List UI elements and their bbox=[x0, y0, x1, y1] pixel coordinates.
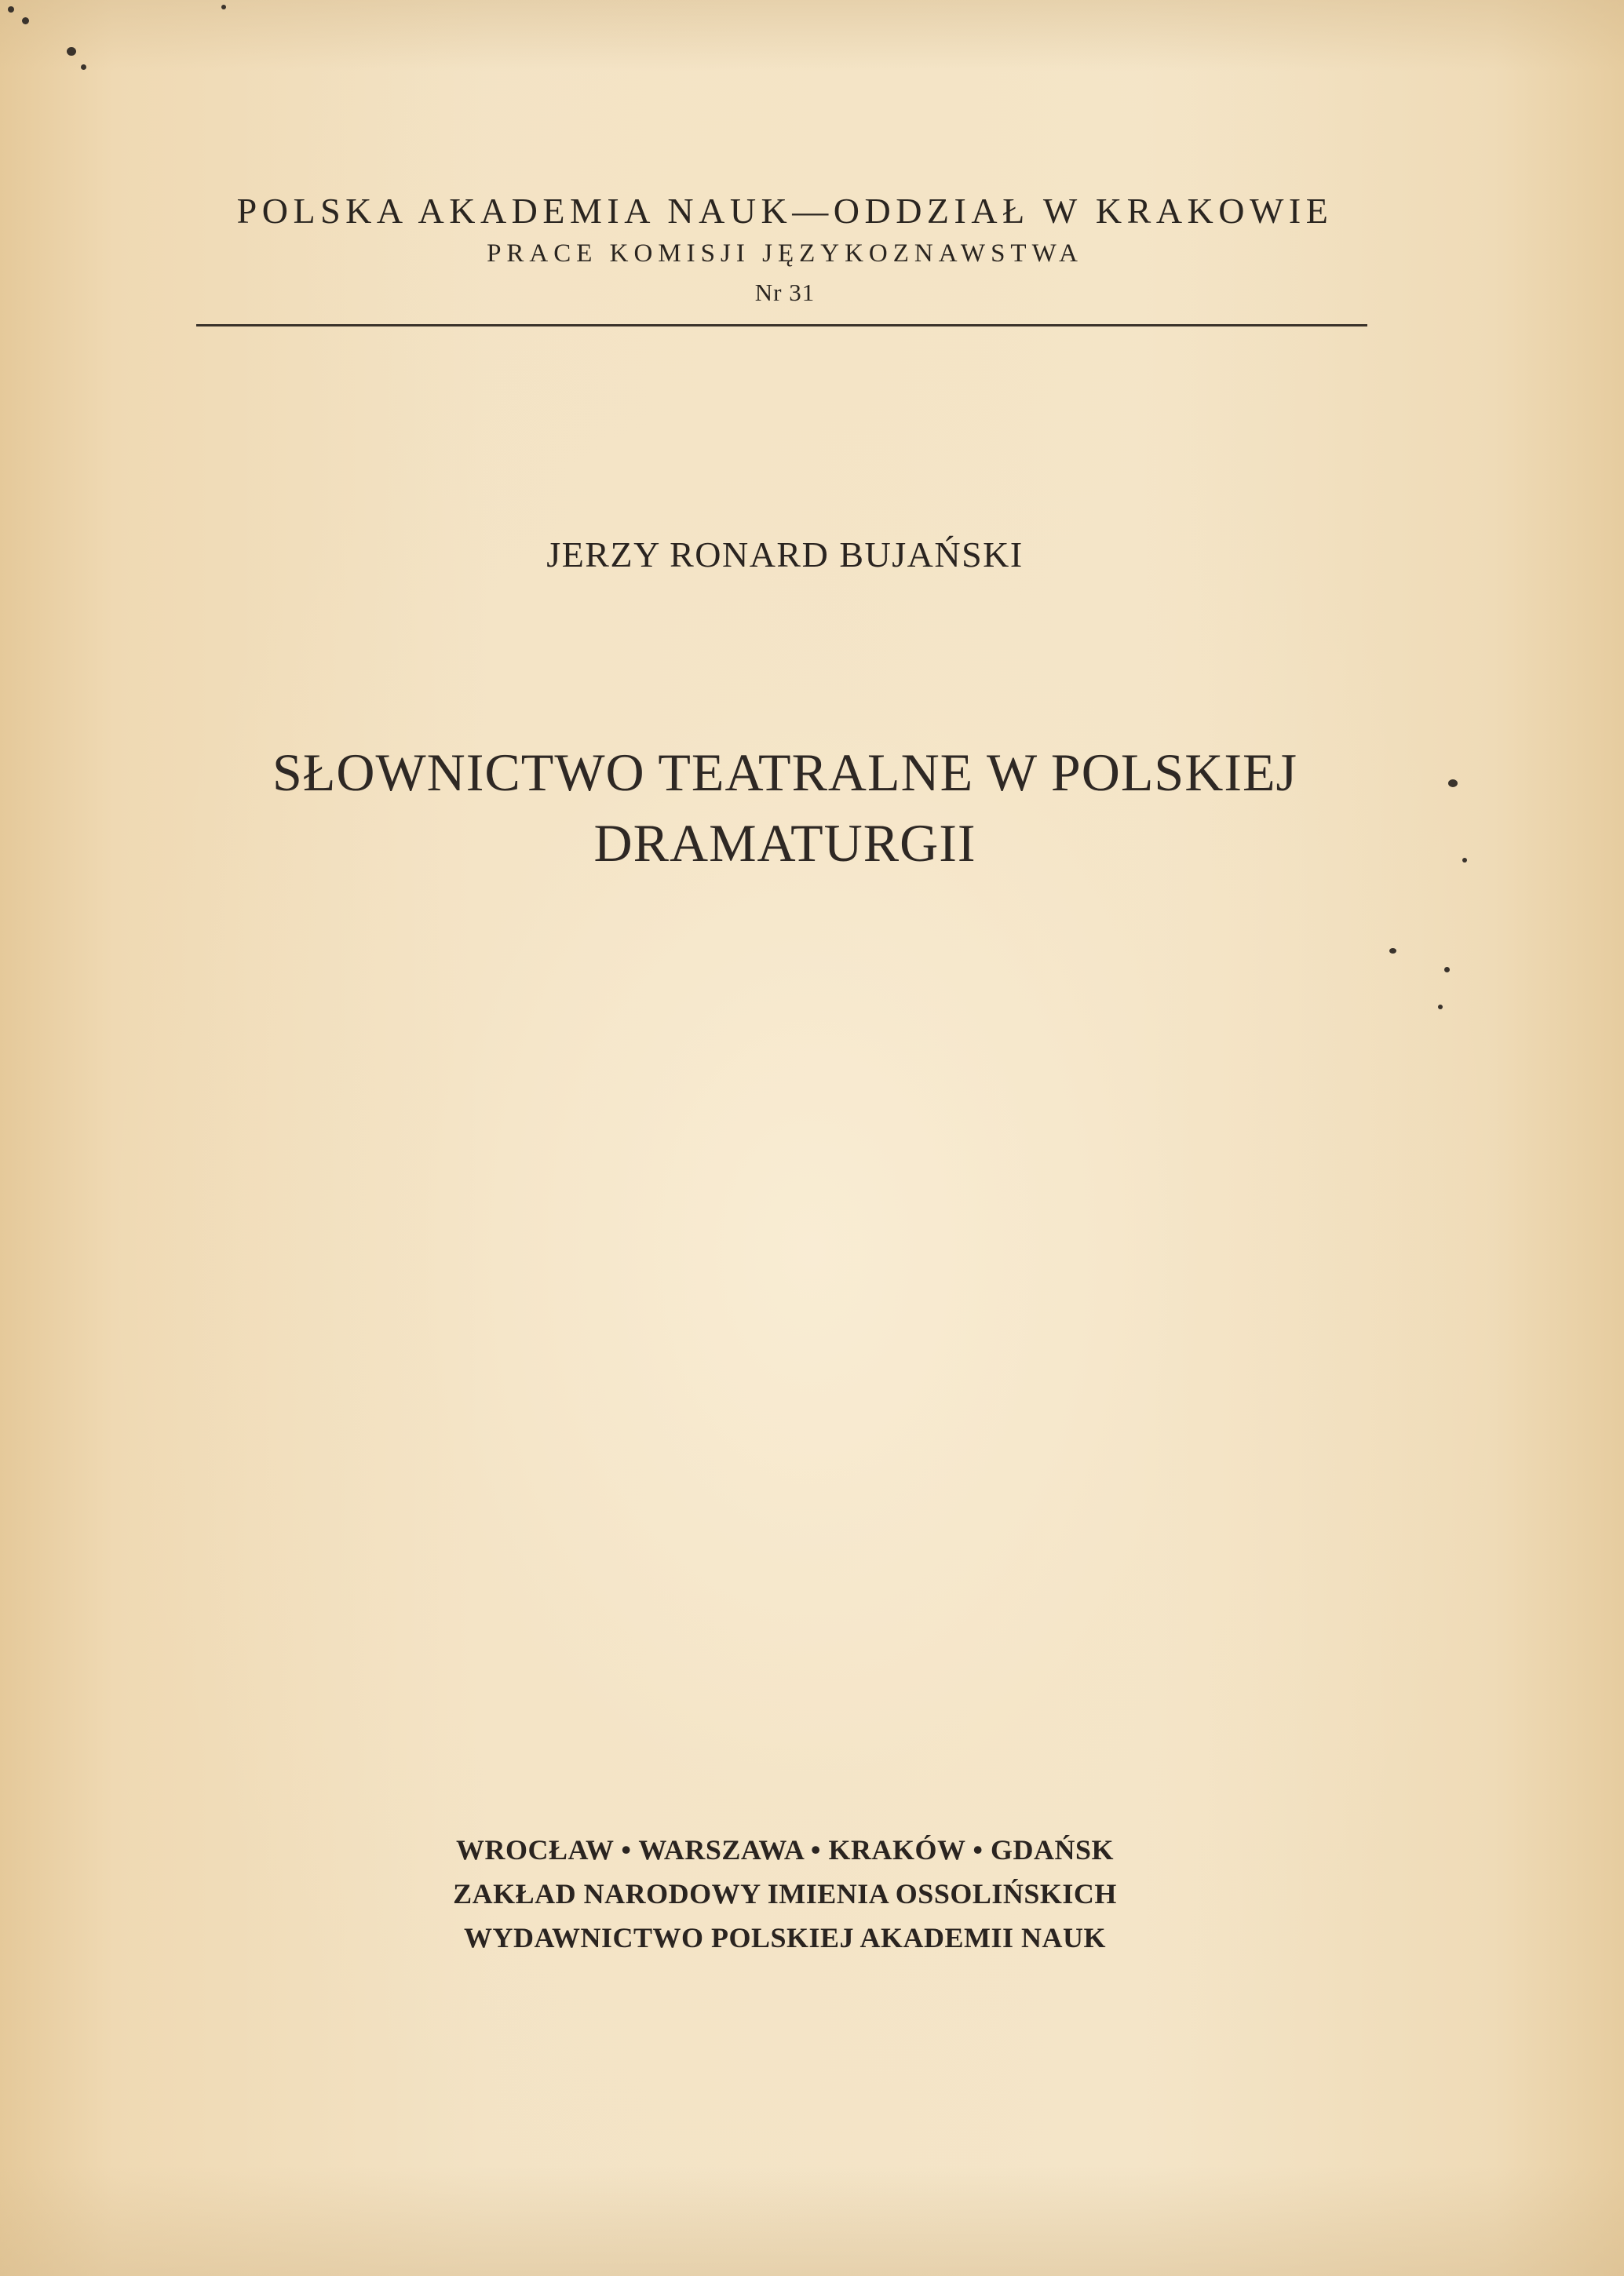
paper-speck bbox=[221, 5, 226, 9]
paper-speck bbox=[1448, 779, 1458, 787]
paper-speck bbox=[8, 6, 14, 13]
paper-speck bbox=[1438, 1005, 1443, 1009]
series-institution: POLSKA AKADEMIA NAUK—ODDZIAŁ W KRAKOWIE bbox=[236, 191, 1334, 231]
book-title-line-2: DRAMATURGII bbox=[593, 813, 976, 873]
publisher-name: ZAKŁAD NARODOWY IMIENIA OSSOLIŃSKICH bbox=[453, 1878, 1117, 1909]
author-name: JERZY RONARD BUJAŃSKI bbox=[546, 534, 1024, 574]
book-title-line-1: SŁOWNICTWO TEATRALNE W POLSKIEJ bbox=[272, 742, 1297, 802]
paper-edge-top bbox=[0, 0, 1624, 71]
paper-speck bbox=[67, 47, 76, 56]
header-rule bbox=[196, 324, 1367, 326]
paper-speck bbox=[1444, 967, 1450, 972]
paper-edge-bottom bbox=[0, 2166, 1624, 2276]
paper-speck bbox=[22, 17, 29, 24]
publisher-cities: WROCŁAW • WARSZAWA • KRAKÓW • GDAŃSK bbox=[456, 1834, 1114, 1866]
paper-speck bbox=[1389, 948, 1396, 954]
publisher-imprint: WYDAWNICTWO POLSKIEJ AKADEMII NAUK bbox=[463, 1922, 1107, 1953]
paper-speck bbox=[1462, 858, 1467, 863]
series-number: Nr 31 bbox=[754, 279, 816, 306]
paper-speck bbox=[81, 64, 86, 70]
series-commission: PRACE KOMISJI JĘZYKOZNAWSTWA bbox=[487, 239, 1083, 268]
